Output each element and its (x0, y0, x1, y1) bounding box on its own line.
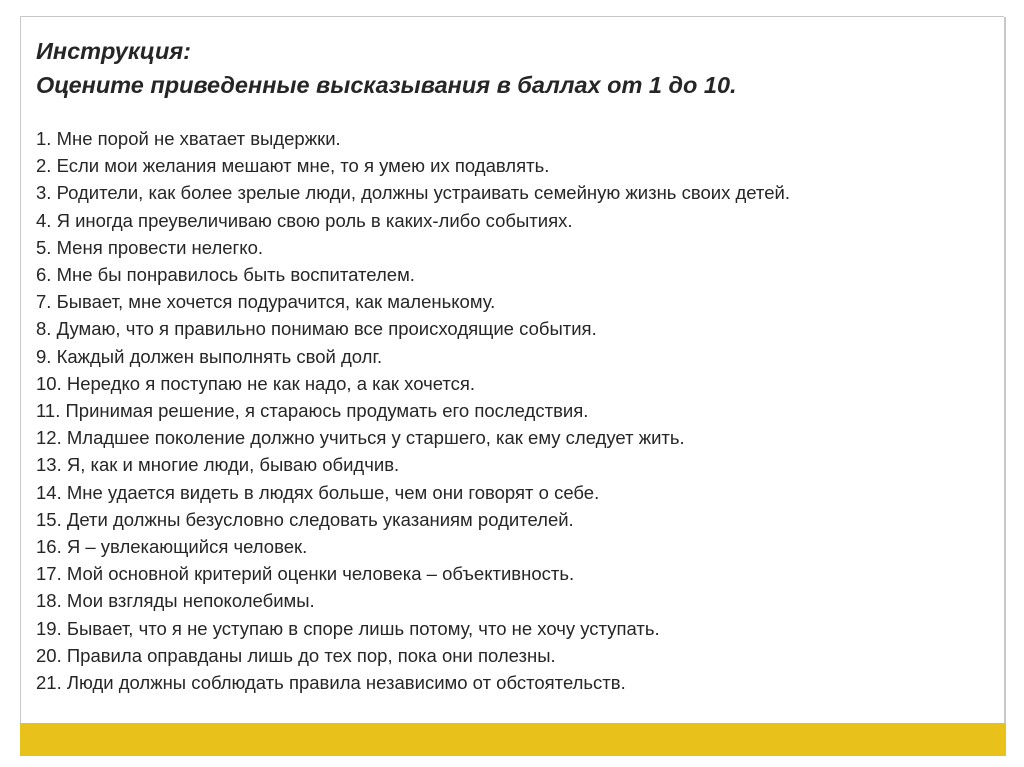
statement-list (36, 125, 790, 696)
statement-item: 3. Родители, как более зрелые люди, должны устраивать семейную жизнь своих детей. (36, 182, 790, 204)
instruction-heading (36, 34, 737, 102)
statement-item: 6. Мне бы понравилось быть воспитателем. (36, 264, 415, 286)
statement-item: 15. Дети должны безусловно следовать указаниям родителей. (36, 508, 574, 530)
statement-item: 8. Думаю, что я правильно понимаю все происходящие события. (36, 318, 597, 340)
statement-item: 5. Меня провести нелегко. (36, 236, 264, 258)
statement-item: 2. Если мои желания мешают мне, то я умею их подавлять. (36, 155, 550, 177)
statement-item: 19. Бывает, что я не уступаю в споре лишь потому, что не хочу уступать. (36, 617, 660, 639)
instruction-label: Инструкция: (36, 38, 191, 64)
statement-item: 7. Бывает, мне хочется подурачится, как маленькому. (36, 291, 496, 313)
statement-item: 17. Мой основной критерий оценки человека – объективность. (36, 563, 575, 585)
statement-item: 11. Принимая решение, я стараюсь продумать его последствия. (36, 400, 589, 422)
statement-item: 14. Мне удается видеть в людях больше, чем они говорят о себе. (36, 481, 600, 503)
instruction-text: Оцените приведенные высказывания в баллах от 1 до 10. (36, 72, 737, 98)
statement-item: 20. Правила оправданы лишь до тех пор, пока они полезны. (36, 644, 556, 666)
statement-item: 1. Мне порой не хватает выдержки. (36, 128, 341, 149)
statement-item: 12. Младшее поколение должно учиться у старшего, как ему следует жить. (36, 427, 685, 449)
statement-item: 18. Мои взгляды непоколебимы. (36, 590, 315, 612)
statement-item: 21. Люди должны соблюдать правила независимо от обстоятельств. (36, 672, 626, 694)
statement-item: 4. Я иногда преувеличиваю свою роль в каких-либо событиях. (36, 209, 573, 231)
statement-item: 16. Я – увлекающийся человек. (36, 536, 308, 558)
statement-item: 10. Нередко я поступаю не как надо, а как хочется. (36, 372, 476, 394)
statement-item: 9. Каждый должен выполнять свой долг. (36, 345, 383, 367)
accent-bar (20, 723, 1006, 756)
statement-item: 13. Я, как и многие люди, бываю обидчив. (36, 454, 400, 476)
slide-frame-right-edge (1004, 17, 1006, 724)
